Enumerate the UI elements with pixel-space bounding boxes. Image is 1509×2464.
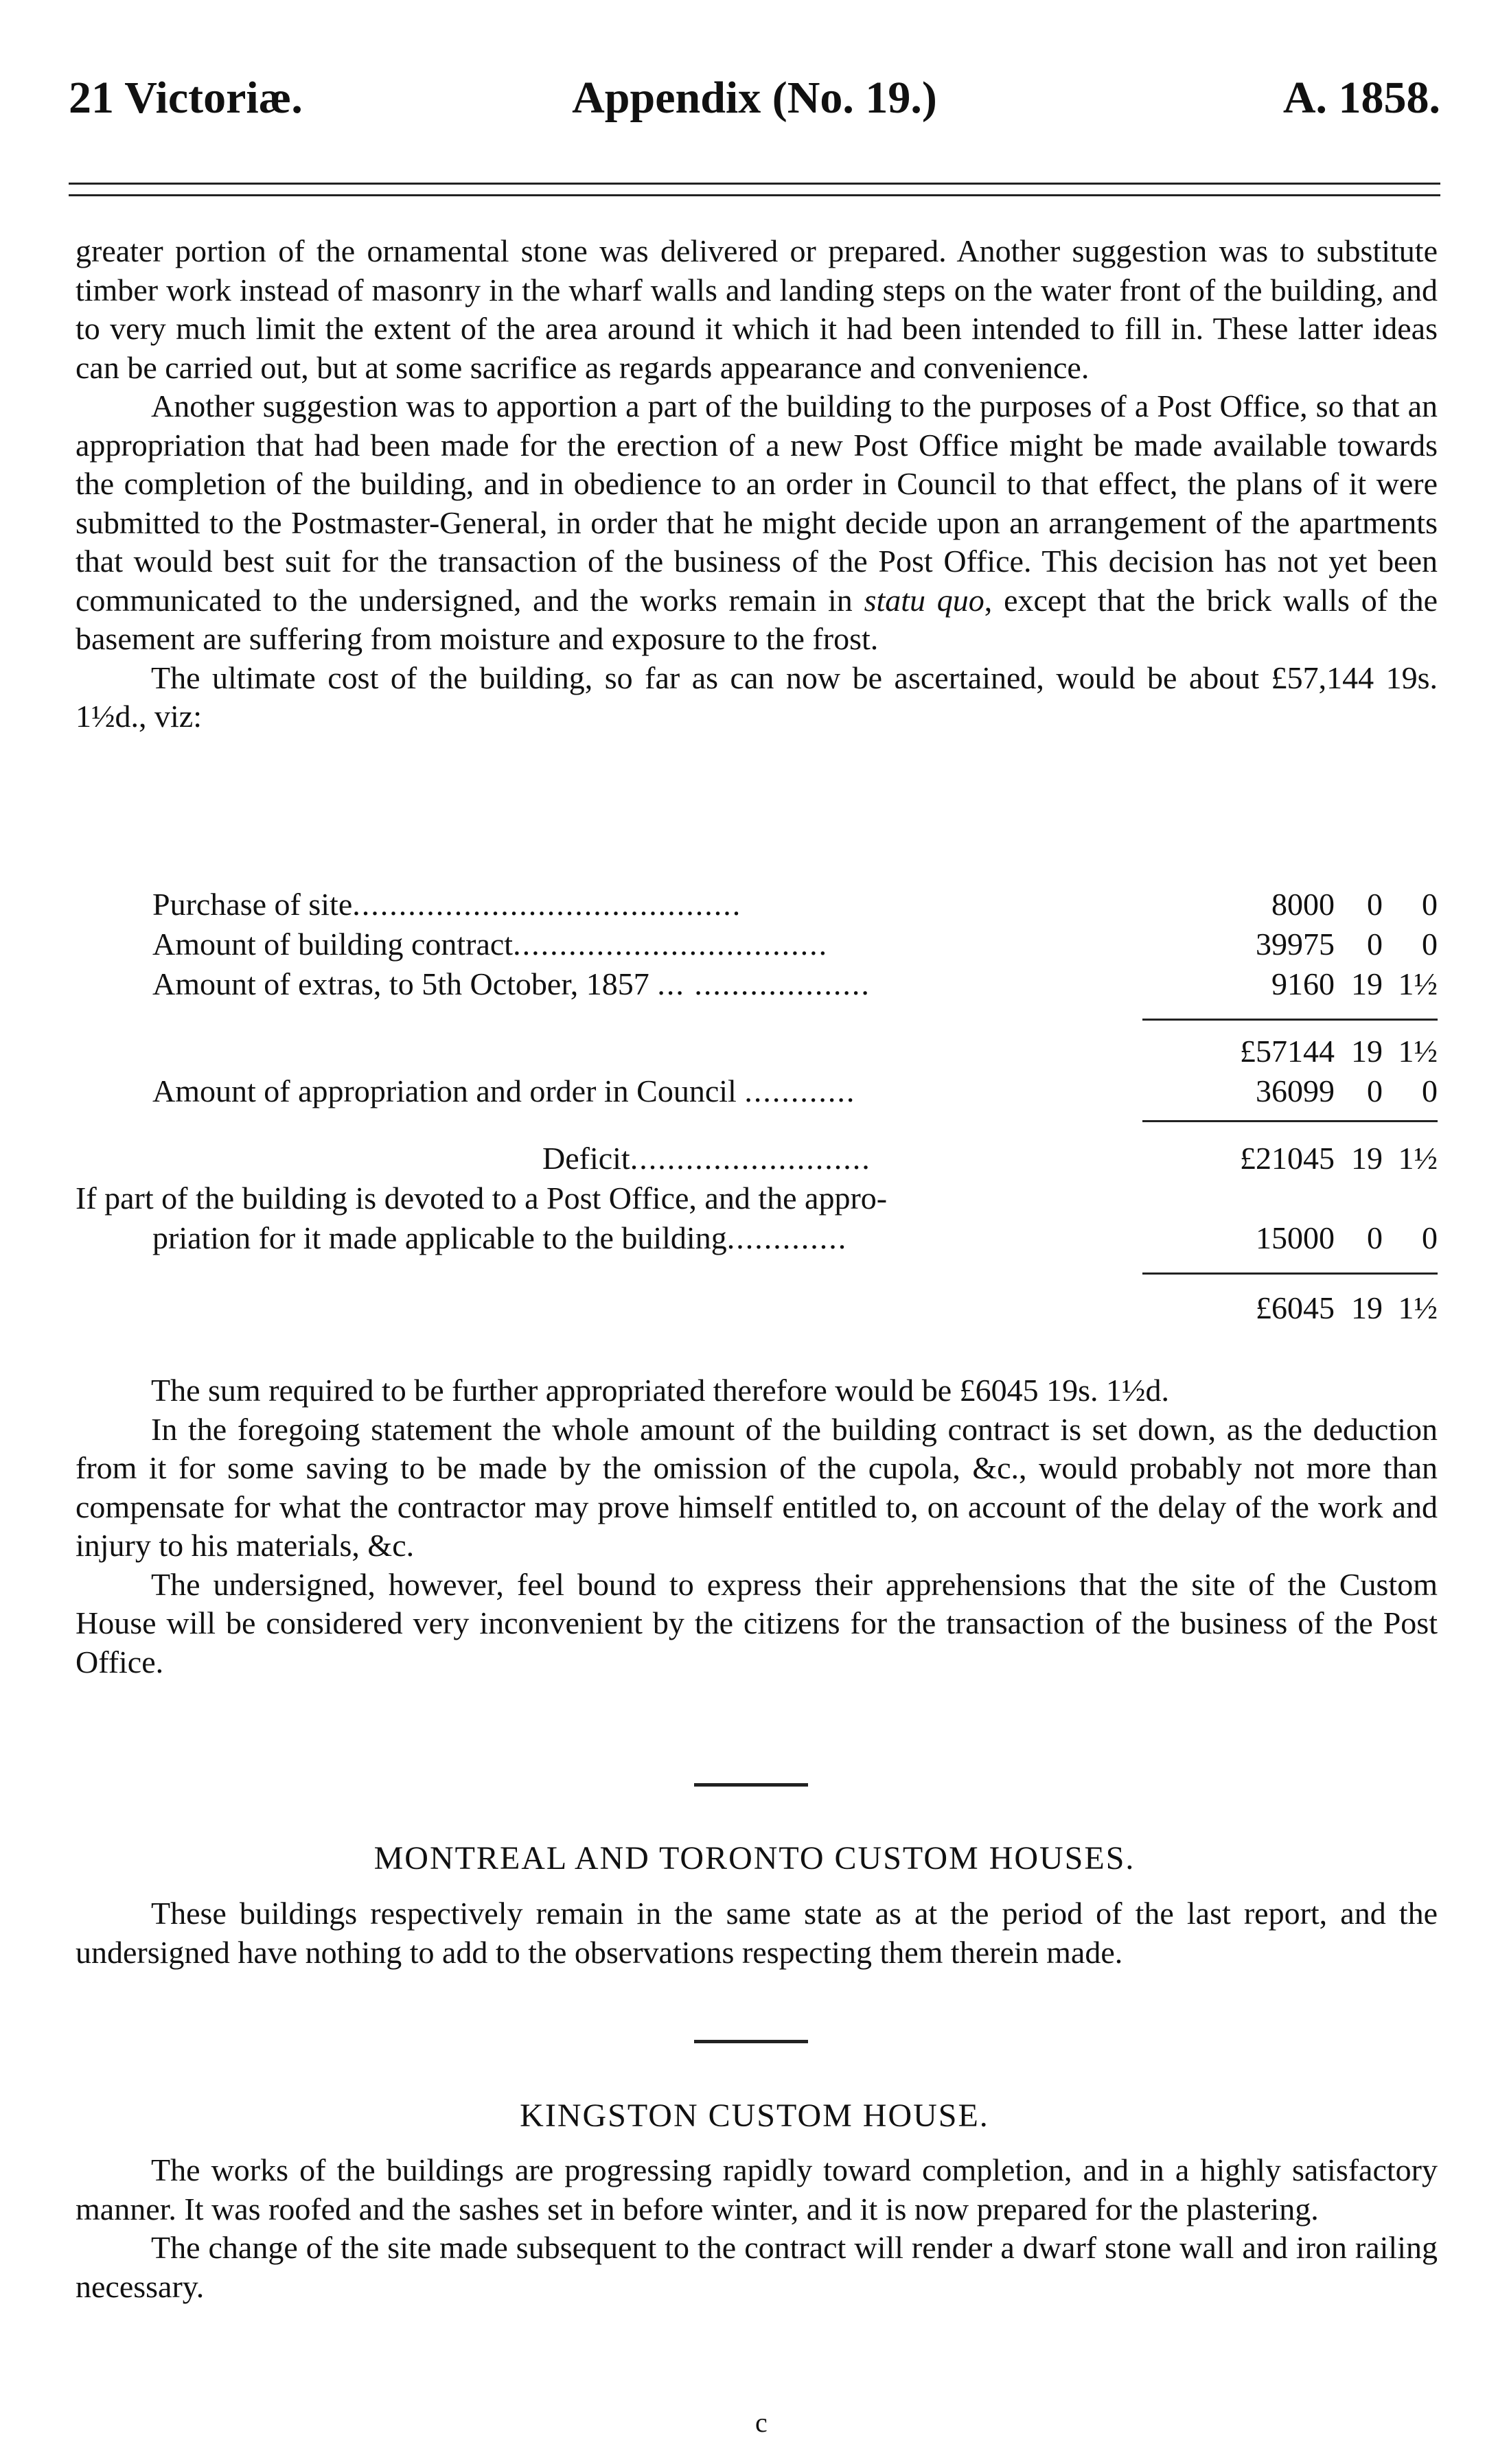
total-row: £6045 19 1½ bbox=[1256, 1290, 1438, 1325]
post-office-row-2: priation for it made applicable to the building............. 15000 0 0 bbox=[152, 1220, 1438, 1255]
deficit-row: Deficit.......................... £21045 19 1½ bbox=[542, 1141, 1438, 1176]
deficit-rule bbox=[1142, 1120, 1438, 1122]
header-double-rule bbox=[69, 183, 1440, 196]
table-row: Amount of extras, to 5th October, 1857 ... ................... 9160 19 1½ bbox=[152, 966, 1438, 1001]
paragraph-montreal: These buildings respectively remain in the same state as at the period of the last report, and the undersigned have nothing to add to the observations respecting them therein made. bbox=[76, 1896, 1438, 1970]
paragraph-kingston-1: The works of the buildings are progressing rapidly toward completion, and in a highly satisfactory manner. It was roofed and the sashes set in before winter, and it is now prepared for the plastering. bbox=[76, 2152, 1438, 2227]
paragraph-5: In the foregoing statement the whole amount of the building contract is set down, as the deduction from it for some saving to be made by the omission of the cupola, &c., would probably not more than compensate for what the contractor may prove himself entitled to, on account of the delay of the work and injury to his materials, &c. bbox=[76, 1411, 1438, 1563]
header-appendix: Appendix (No. 19.) bbox=[572, 73, 937, 123]
paragraph-3: The ultimate cost of the building, so far as can now be ascertained, would be about £57,144 19s. 1½d., viz: bbox=[76, 660, 1438, 734]
section-title-kingston: KINGSTON CUSTOM HOUSE. bbox=[520, 2097, 989, 2134]
cost-table bbox=[76, 885, 1438, 1329]
signature-mark: c bbox=[755, 2407, 768, 2438]
section-divider bbox=[694, 2040, 808, 2043]
body-text-top bbox=[76, 232, 1438, 736]
table-row: Purchase of site.......................................... 8000 0 0 bbox=[152, 887, 1438, 922]
body-text-after-table bbox=[76, 1371, 1438, 1682]
table-row: Amount of building contract.................................. 39975 0 0 bbox=[152, 927, 1438, 962]
page-header bbox=[69, 72, 1440, 154]
header-year: A. 1858. bbox=[1282, 73, 1440, 123]
header-session: 21 Victoriæ. bbox=[69, 73, 303, 123]
section-title-montreal: MONTREAL AND TORONTO CUSTOM HOUSES. bbox=[373, 1840, 1136, 1876]
section-kingston-body bbox=[76, 2151, 1438, 2306]
appropriation-row: Amount of appropriation and order in Council ............ 36099 0 0 bbox=[152, 1073, 1438, 1108]
subtotal-rule bbox=[1142, 1019, 1438, 1021]
post-office-row-1: If part of the building is devoted to a Post Office, and the appro- bbox=[76, 1181, 888, 1216]
paragraph-1: greater portion of the ornamental stone was delivered or prepared. Another suggestion was to substitute timber work instead of masonry in the wharf walls and landing steps on the water front of the building, and to very much limit the extent of the area around it which it had been intended to fill in. These latter ideas can be carried out, but at some sacrifice as regards appearance and convenience. bbox=[76, 233, 1438, 385]
section-montreal-body bbox=[76, 1894, 1438, 1972]
paragraph-2: Another suggestion was to apportion a part of the building to the purposes of a Post Office, so that an appropriation that had been made for the erection of a new Post Office might be made available towards the completion of the building, and in obedience to an order in Council to that effect, the plans of it were submitted to the Postmaster-General, in order that he might decide upon an arrangement of the apartments that would best suit for the transaction of the business of the Post Office. This decision has not yet been communicated to the undersigned, and the works remain in statu quo, except that the brick walls of the basement are suffering from moisture and exposure to the frost. bbox=[76, 388, 1438, 656]
section-divider bbox=[694, 1783, 808, 1787]
paragraph-kingston-2: The change of the site made subsequent to the contract will render a dwarf stone wall and iron railing necessary. bbox=[76, 2230, 1438, 2304]
paragraph-6: The undersigned, however, feel bound to express their apprehensions that the site of the Custom House will be considered very inconvenient by the citizens for the transaction of the business of the Post Office. bbox=[76, 1566, 1438, 1680]
total-rule bbox=[1142, 1272, 1438, 1275]
paragraph-4: The sum required to be further appropriated therefore would be £6045 19s. 1½d. bbox=[151, 1373, 1170, 1408]
subtotal-row: £57144 19 1½ bbox=[1240, 1034, 1438, 1069]
